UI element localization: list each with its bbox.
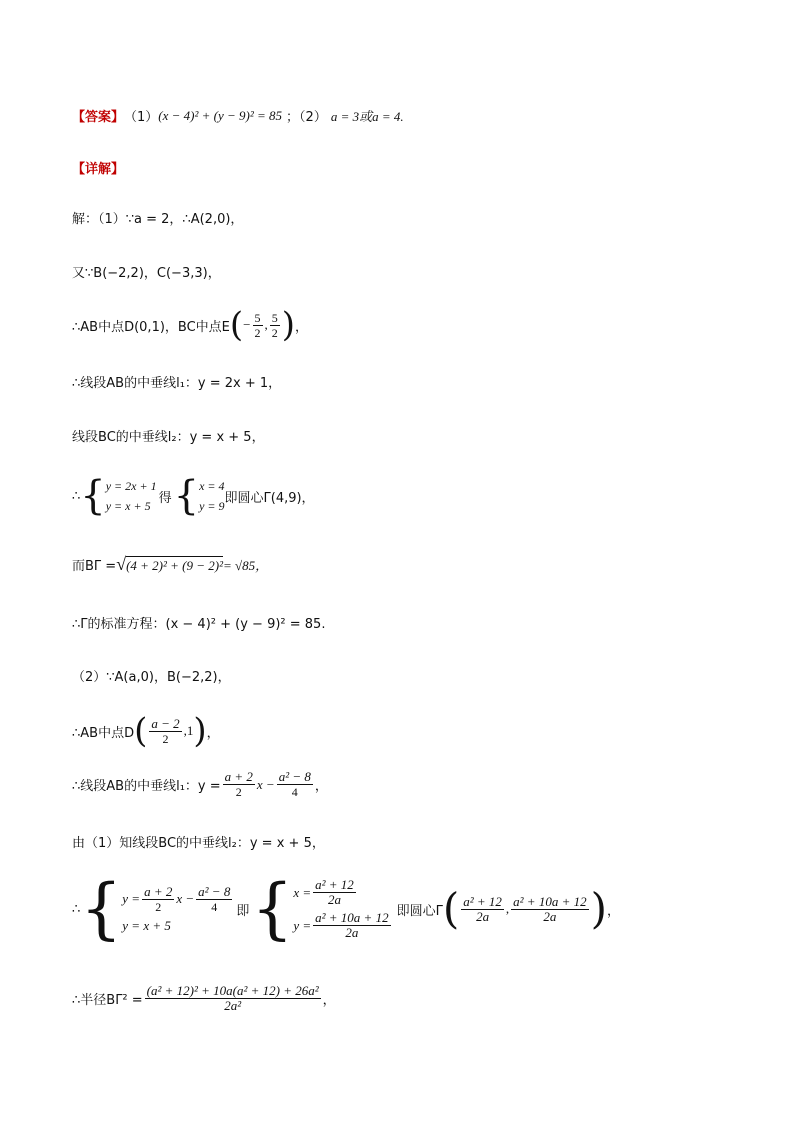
line-7-prefix: 而BΓ = [72,559,117,574]
right-paren: ) [193,711,207,751]
fraction-midpoint-x [149,717,181,746]
solution-line-12 [72,832,325,851]
fraction [313,878,356,907]
left-brace: { [173,473,200,519]
line-5-text: 线段BC的中垂线l₂：y = x + 5， [72,430,265,445]
solution-line-11 [72,770,328,799]
fraction-denominator: 2a [476,908,490,924]
line-11-mid: x − [256,776,275,792]
system-eq-2: y = x + 5 [122,917,171,933]
line-6-mid: 得 [158,490,172,506]
answer-equation-2: a = 3或a = 4. [330,109,404,124]
line-6-suffix: 即圆心Γ(4,9)， [224,490,315,506]
line-11-prefix: ∴线段AB的中垂线l₁：y = [72,779,221,794]
fraction-numerator: a + 2 [224,769,253,784]
left-brace: { [80,473,106,519]
fraction-numerator: 5 [271,310,278,325]
line-9-text: （2）∵A(a,0)，B(−2,2)， [72,670,231,685]
line-10-suffix: ,1 [183,723,194,738]
fraction [142,885,174,914]
fraction-numerator: (a² + 12)² + 10a(a² + 12) + 26a² [146,983,319,998]
fraction-radius-squared [145,984,321,1013]
fraction-denominator: 2 [162,731,169,746]
eq-prefix: x = [293,884,312,900]
solution-line-13 [72,870,621,947]
line-1-text: 解：（1）∵a = 2，∴A(2,0)， [72,212,244,227]
left-brace: { [80,870,123,947]
fraction-denominator: 2 [155,899,162,914]
fraction-numerator: a² + 12 [315,877,354,892]
line-13-center-label: 即圆心Γ [396,903,443,919]
fraction-denominator: 4 [211,899,218,914]
line-13-suffix: ， [607,903,621,919]
solution-line-8 [72,613,325,632]
line-7-suffix: = √85， [223,558,269,573]
system-eq-2: y = x + 5 [105,499,151,513]
system-eq-1 [122,885,234,914]
line-11-suffix: ， [314,779,328,794]
fraction-numerator: a + 2 [144,883,173,899]
system-eq-1: x = 4 [199,479,225,493]
solution-line-1 [72,208,243,227]
fraction-denominator: 2 [271,325,278,340]
system-eq-2: y = 9 [199,499,225,513]
eq-prefix: y = [122,891,141,906]
comma: ， [295,319,309,335]
left-brace: { [251,870,294,947]
detail-tag-line [72,158,124,177]
fraction-denominator: 2a [327,892,341,907]
solution-line-2 [72,262,221,281]
sqrt-radicand: (4 + 2)² + (9 − 2)² [126,557,224,573]
eq-mid: x − [176,891,195,906]
fraction-denominator: 2a [345,925,359,940]
comma: , [264,317,268,332]
comma: , [505,901,510,916]
solution-line-4 [72,372,281,391]
equation-system-3 [122,885,234,934]
solution-line-9 [72,666,231,685]
fraction [313,911,390,940]
solution-line-14 [72,984,336,1013]
line-14-suffix: ， [322,993,336,1008]
fraction-denominator: 2 [254,325,261,340]
fraction-center-y [511,895,588,924]
solution-line-7 [72,554,268,575]
solution-line-3 [72,305,309,345]
left-paren: ( [442,884,460,933]
line-2-text: 又∵B(−2,2)，C(−3,3)， [72,266,221,281]
line-4-text: ∴线段AB的中垂线l₁：y = 2x + 1， [72,376,282,391]
line-14-prefix: ∴半径BΓ² = [72,993,143,1008]
minus-sign: − [243,317,251,332]
fraction-numerator: a² + 12 [463,893,502,909]
fraction-numerator: a² − 8 [278,769,311,784]
eq-prefix: y = [293,917,312,933]
system-eq-2 [293,911,392,940]
fraction-numerator: a² + 10a + 12 [513,893,587,909]
equation-system-2 [199,476,224,516]
equation-system-4 [293,878,392,940]
fraction-slope [223,770,255,799]
line-13-mid: 即 [236,903,250,919]
fraction-denominator: 2a [543,908,557,924]
answer-line [72,106,404,125]
solution-line-6 [72,473,315,519]
fraction-numerator: a² + 10a + 12 [315,910,389,925]
detail-tag: 【详解】 [72,162,125,177]
system-eq-1 [293,878,392,907]
answer-tag: 【答案】 [72,110,125,125]
sqrt-sign: √ [116,554,127,574]
comma: ， [206,725,220,741]
fraction-numerator: a² − 8 [198,883,231,899]
right-paren: ) [281,305,296,345]
line-12-text: 由（1）知线段BC的中垂线l₂：y = x + 5， [72,836,325,851]
fraction-denominator: 2 [235,785,242,799]
fraction-numerator: a − 2 [151,715,180,731]
line-6-prefix: ∴ [72,488,81,504]
left-paren: ( [229,305,244,345]
answer-equation-1: (x − 4)² + (y − 9)² = 85 [158,107,283,123]
answer-separator: ；（2） [286,110,327,125]
line-8-text: ∴Γ的标准方程：(x − 4)² + (y − 9)² = 85. [72,617,326,632]
solution-line-5 [72,426,265,445]
fraction-numerator: 5 [254,310,261,325]
line-10-prefix: ∴AB中点D [72,725,135,741]
line-13-prefix: ∴ [72,901,81,917]
answer-part1-label: （1） [124,110,159,125]
left-paren: ( [134,711,148,751]
fraction [196,885,232,914]
line-3-prefix: ∴AB中点D(0,1)，BC中点E [72,319,230,335]
solution-line-10 [72,711,220,751]
equation-system-1 [106,476,157,516]
fraction-center-x [461,895,504,924]
right-paren: ) [590,884,607,933]
fraction-e-y [270,311,280,340]
fraction-e-x [253,311,263,340]
fraction-intercept [277,770,313,799]
system-eq-1: y = 2x + 1 [105,479,157,493]
fraction-denominator: 2a² [224,998,242,1013]
fraction-denominator: 4 [291,785,298,799]
